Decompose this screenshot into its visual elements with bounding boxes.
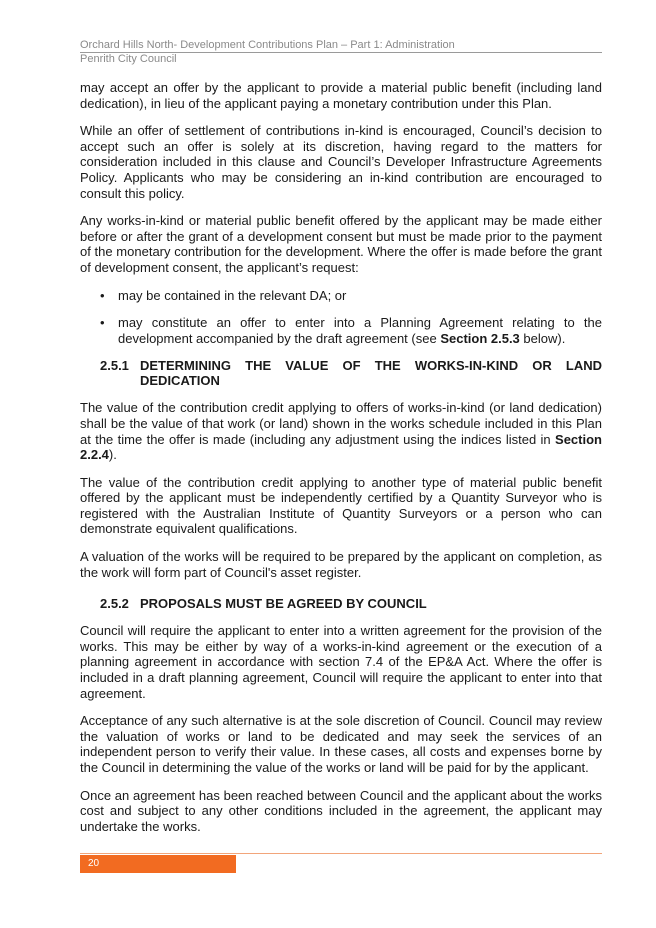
section-number: 2.5.2 <box>100 596 129 612</box>
header-divider <box>80 52 602 53</box>
section-reference: Section 2.5.3 <box>440 330 520 346</box>
paragraph-text: The value of the contribution credit applying to offers of works-in-kind (or land dedication) shall be the value of that work (or land) shown in the works schedule included in this Plan at the time the offer is made (including any adjustment using the indices listed in <box>80 400 602 447</box>
page-number-badge: 20 <box>80 855 236 873</box>
paragraph: While an offer of settlement of contributions in-kind is encouraged, Council’s decision to accept such an offer is solely at its discretion, having regard to the matters for consideration included in this clause and Council’s Developer Infrastructure Agreements Policy. Applicants who may be considering an in-kind contribution are encouraged to consult this policy. <box>80 123 602 201</box>
list-item-text-end: below). <box>519 330 566 346</box>
paragraph: Any works-in-kind or material public benefit offered by the applicant may be made either before or after the grant of a development consent but must be made prior to the payment of the monetary contribution for the development. Where the offer is made before the grant of development consent, the applicant’s request: <box>80 213 602 275</box>
footer-divider <box>80 853 602 854</box>
paragraph: Council will require the applicant to enter into a written agreement for the provision of the works. This may be either by way of a works-in-kind agreement or the execution of a planning agreement in accordance with section 7.4 of the EP&A Act. Where the offer is included in a draft planning agreement, Council will require the applicant to enter into that agreement. <box>80 623 602 701</box>
section-title: PROPOSALS MUST BE AGREED BY COUNCIL <box>140 596 427 612</box>
section-title: DETERMINING THE VALUE OF THE WORKS-IN-KIND OR LAND DEDICATION <box>140 358 602 389</box>
bullet-icon: • <box>100 287 105 303</box>
paragraph-text-end: ). <box>108 447 117 463</box>
section-number: 2.5.1 <box>100 358 129 374</box>
paragraph: Once an agreement has been reached between Council and the applicant about the works cost and subject to any other conditions included in the agreement, the applicant may undertake the works. <box>80 787 602 834</box>
section-reference: Section 2.2.4 <box>80 431 602 463</box>
organisation-name: Penrith City Council <box>80 53 177 65</box>
document-title: Orchard Hills North- Development Contributions Plan – Part 1: Administration <box>80 39 455 51</box>
bullet-list <box>80 288 602 347</box>
list-item-text: may be contained in the relevant DA; or <box>118 287 347 303</box>
paragraph: A valuation of the works will be required to be prepared by the applicant on completion, as the work will form part of Council's asset register. <box>80 549 602 580</box>
section-heading-2-5-2 <box>80 596 602 611</box>
paragraph: may accept an offer by the applicant to provide a material public benefit (including land dedication), in lieu of the applicant paying a monetary contribution under this Plan. <box>80 80 602 111</box>
paragraph: Acceptance of any such alternative is at the sole discretion of Council. Council may review the valuation of works or land to be dedicated and may seek the services of an independent person to verify their value. In these cases, all costs and expenses borne by the Council in determining the value of the works or land will be paid for by the applicant. <box>80 713 602 775</box>
section-heading-2-5-1 <box>80 358 602 388</box>
list-item <box>80 315 602 346</box>
paragraph <box>80 400 602 462</box>
paragraph: The value of the contribution credit applying to another type of material public benefit offered by the applicant must be independently certified by a Quantity Surveyor who is registered with the Australian Institute of Quantity Surveyors or a person who can demonstrate equivalent qualifications. <box>80 474 602 537</box>
list-item <box>80 288 602 304</box>
list-item-text: may constitute an offer to enter into a Planning Agreement relating to the development accompanied by the draft agreement (see <box>118 315 602 346</box>
bullet-icon: • <box>100 315 105 331</box>
page-body <box>80 80 602 846</box>
